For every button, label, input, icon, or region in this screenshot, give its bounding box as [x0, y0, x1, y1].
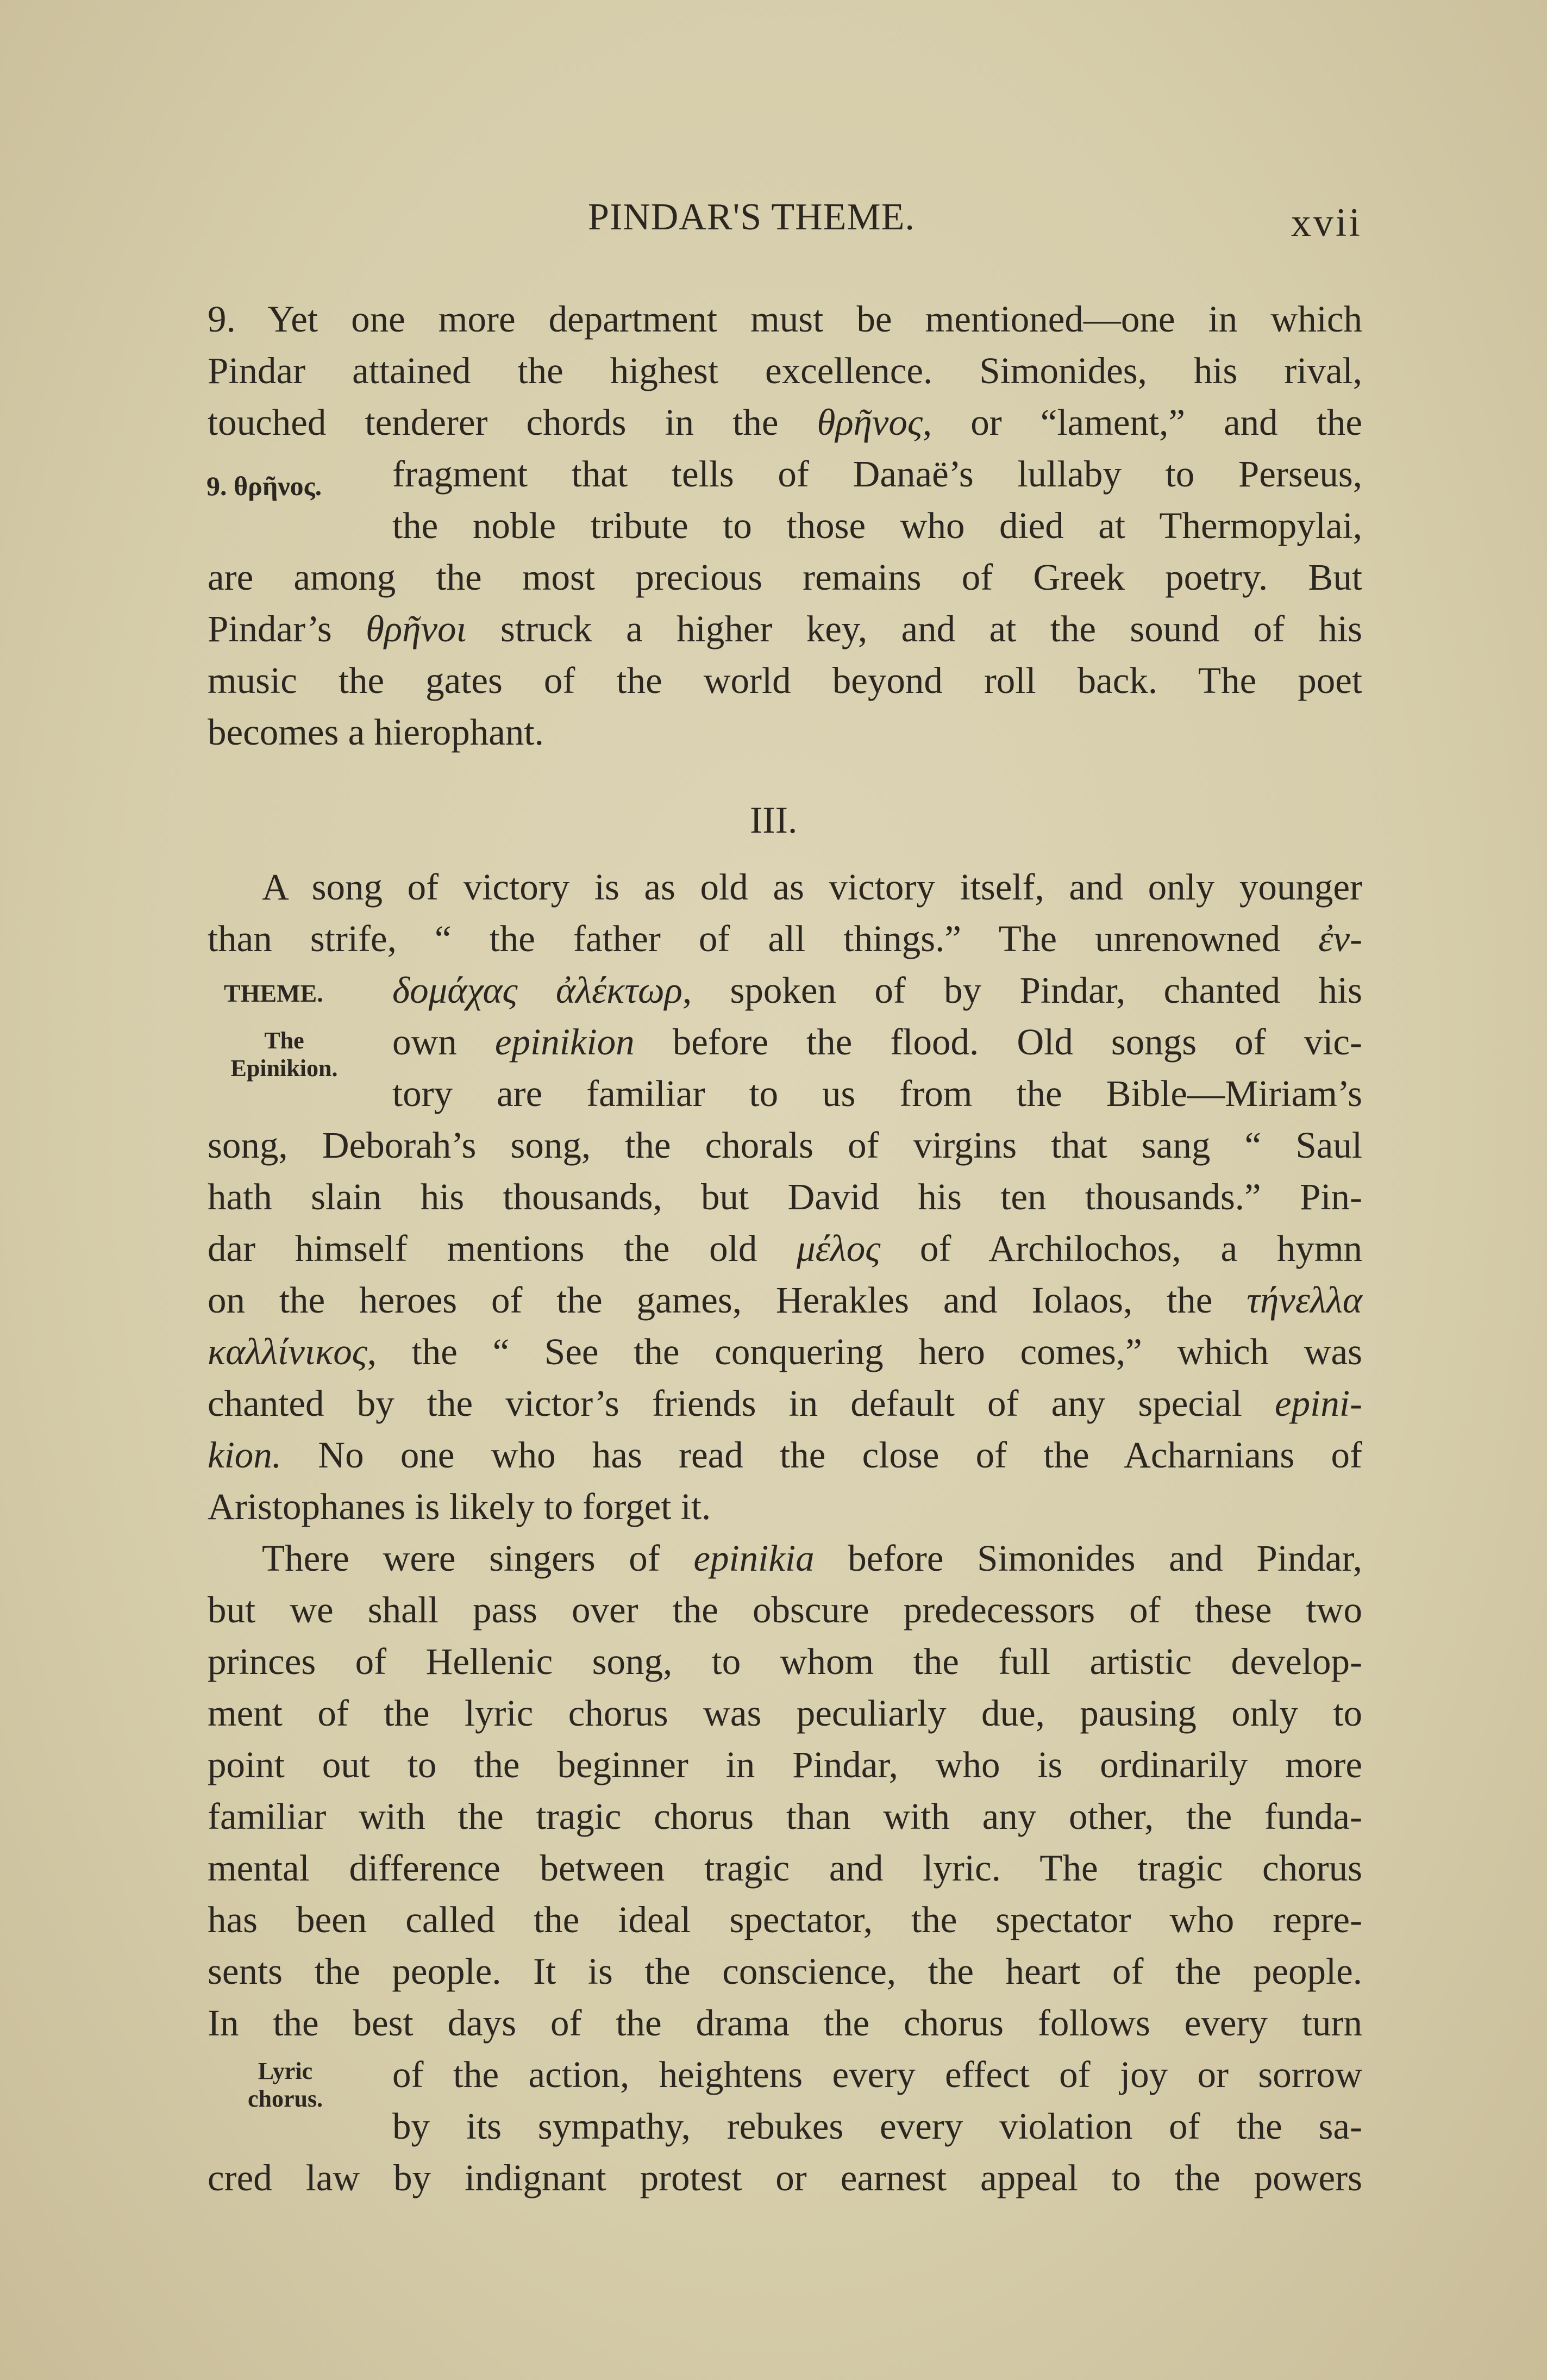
- text-line: princes of Hellenic song, to whom the full artistic develop-: [208, 1641, 1362, 1682]
- text-line: ment of the lyric chorus was peculiarly due, pausing only to: [208, 1692, 1362, 1734]
- text-line: A song of victory is as old as victory itself, and only younger: [262, 866, 1362, 908]
- running-title: PINDAR'S THEME.: [588, 196, 915, 238]
- text-line: of the action, heightens every effect of joy or sorrow: [392, 2054, 1362, 2095]
- text-line: hath slain his thousands, but David his ten thousands.” Pin-: [208, 1176, 1362, 1217]
- text-line: music the gates of the world beyond roll back. The poet: [208, 660, 1362, 701]
- text-line: has been called the ideal spectator, the spectator who repre-: [208, 1899, 1362, 1940]
- text-line: δομάχας ἀλέκτωρ, spoken of by Pindar, chanted his: [392, 970, 1362, 1011]
- text-line: touched tenderer chords in the θρῆνος, or “lament,” and the: [208, 402, 1362, 443]
- margin-note-line: Lyric: [258, 2058, 313, 2084]
- page-number: xvii: [1291, 201, 1362, 245]
- text-line: on the heroes of the games, Herakles and Iolaos, the τήνελλα: [208, 1279, 1362, 1321]
- margin-note-line: Epinikion.: [230, 1054, 338, 1082]
- text-line: familiar with the tragic chorus than with any other, the funda-: [208, 1796, 1362, 1837]
- italic-term: epinikion: [494, 1021, 635, 1063]
- text-line: the noble tribute to those who died at Thermopylai,: [392, 505, 1362, 546]
- text-line: There were singers of epinikia before Simonides and Pindar,: [262, 1538, 1362, 1579]
- margin-note-line: chorus.: [247, 2085, 323, 2112]
- italic-term: kion.: [208, 1434, 282, 1476]
- text-line: than strife, “ the father of all things.” The unrenowned ἐν-: [208, 918, 1362, 959]
- text-line: song, Deborah’s song, the chorals of virgins that sang “ Saul: [208, 1125, 1362, 1166]
- greek-term: δομάχας ἀλέκτωρ: [392, 970, 682, 1011]
- text-line: becomes a hierophant.: [208, 711, 544, 753]
- text-line: chanted by the victor’s friends in default of any special epini-: [208, 1383, 1362, 1424]
- text-line: cred law by indignant protest or earnest appeal to the powers: [208, 2157, 1362, 2198]
- margin-note-line: The: [264, 1027, 304, 1054]
- margin-note-lyric-chorus: [217, 2058, 353, 2113]
- text-line: καλλίνικος, the “ See the conquering hero comes,” which was: [208, 1331, 1362, 1372]
- text-line: Aristophanes is likely to forget it.: [208, 1486, 711, 1527]
- text-line: Pindar’s θρῆνοι struck a higher key, and at the sound of his: [208, 608, 1362, 649]
- greek-term: θρῆνοι: [366, 608, 467, 649]
- text-line: sents the people. It is the conscience, the heart of the people.: [208, 1951, 1362, 1992]
- text-line: tory are familiar to us from the Bible—Miriam’s: [392, 1073, 1362, 1114]
- margin-note-threnos: 9. θρῆνος.: [206, 471, 322, 501]
- section-heading: III.: [750, 799, 798, 841]
- running-head: [208, 196, 1362, 245]
- greek-term: ἐν-: [1318, 918, 1362, 959]
- greek-term: μέλος: [797, 1228, 881, 1269]
- text-line: Pindar attained the highest excellence. Simonides, his rival,: [208, 350, 1362, 391]
- text-line: by its sympathy, rebukes every violation of the sa-: [392, 2106, 1362, 2147]
- italic-term: epinikia: [693, 1538, 815, 1579]
- text-line: 9. Yet one more department must be mentioned—one in which: [208, 298, 1362, 340]
- text-line: point out to the beginner in Pindar, who is ordinarily more: [208, 1744, 1362, 1785]
- margin-note-theme: THEME.: [224, 979, 323, 1007]
- text-line: dar himself mentions the old μέλος of Archilochos, a hymn: [208, 1228, 1362, 1269]
- italic-term: epini-: [1275, 1383, 1362, 1424]
- text-line: own epinikion before the flood. Old songs of vic-: [392, 1021, 1362, 1063]
- greek-term: θρῆνος: [817, 402, 923, 443]
- text-line: kion. No one who has read the close of the Acharnians of: [208, 1434, 1362, 1476]
- greek-term: τήνελλα: [1247, 1279, 1362, 1321]
- text-line: are among the most precious remains of Greek poetry. But: [208, 557, 1362, 598]
- text-line: In the best days of the drama the chorus follows every turn: [208, 2002, 1362, 2044]
- greek-term: καλλίνικος: [208, 1331, 367, 1372]
- text-line: mental difference between tragic and lyric. The tragic chorus: [208, 1847, 1362, 1889]
- margin-note-epinikion: [205, 1027, 363, 1082]
- text-line: but we shall pass over the obscure predecessors of these two: [208, 1589, 1362, 1631]
- text-line: fragment that tells of Danaë’s lullaby to Perseus,: [392, 453, 1362, 495]
